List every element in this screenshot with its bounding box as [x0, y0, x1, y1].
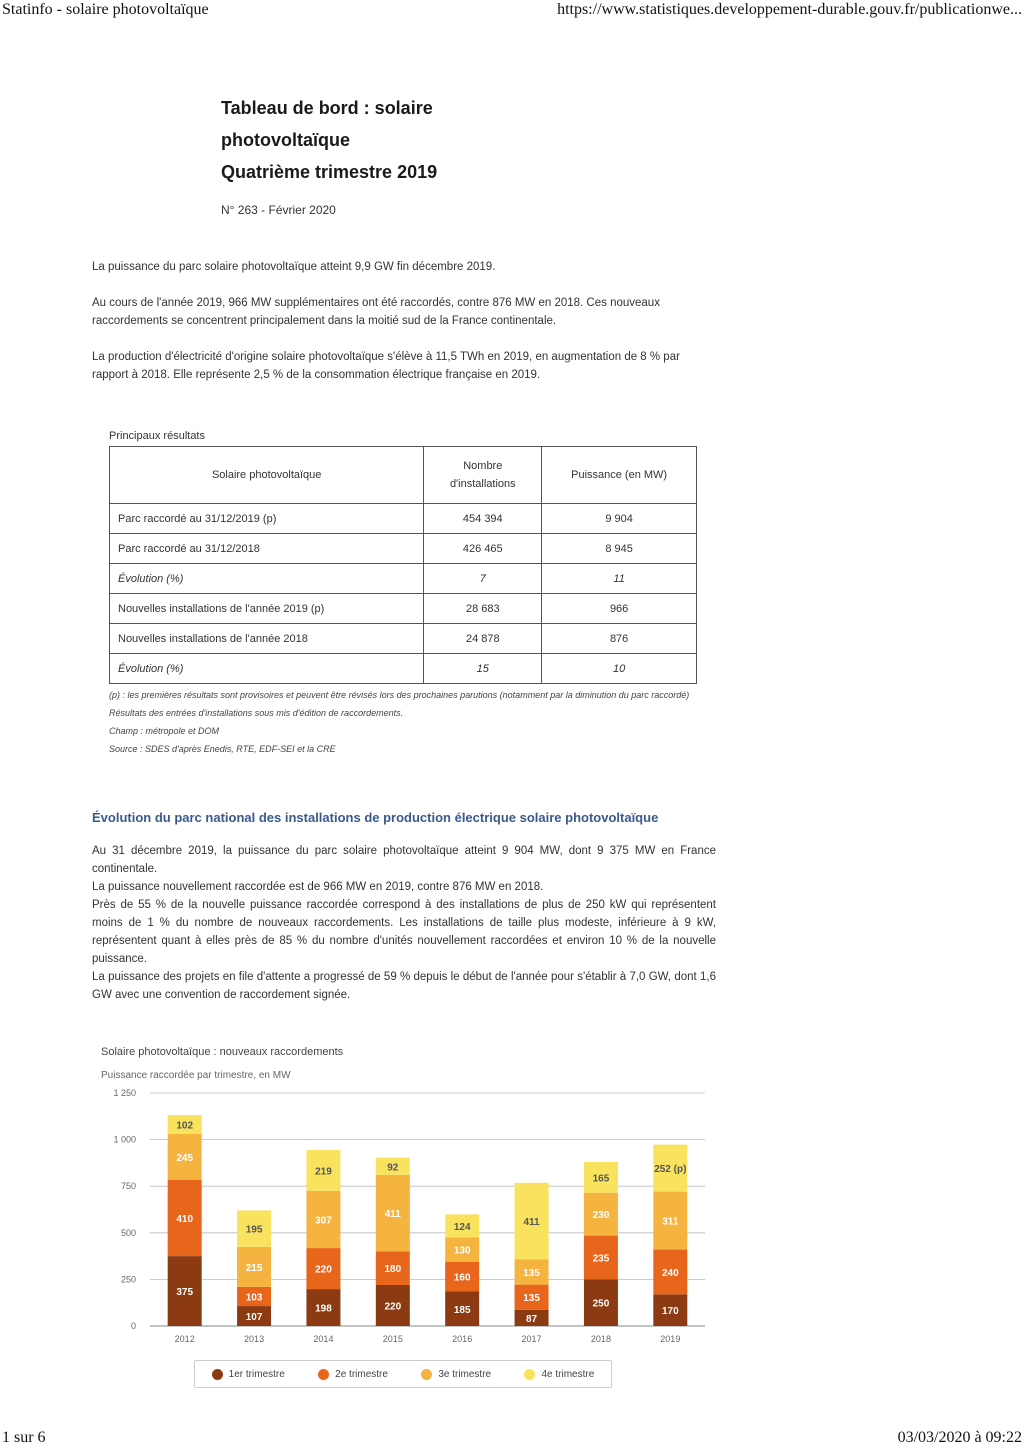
row-label: Évolution (%) [110, 564, 424, 594]
print-page-number: 1 sur 6 [2, 1429, 46, 1446]
intro-paragraph-2: Au cours de l'année 2019, 966 MW supplémentaires ont été raccordés, contre 876 MW en 2018. Ces nouveaux raccordements se concentrent principalement dans la moitié sud de la France continentale. [92, 297, 660, 327]
legend-swatch [318, 1369, 329, 1380]
issue-number: N° 263 - Février 2020 [221, 203, 336, 217]
x-tick-label: 2019 [660, 1334, 681, 1344]
y-tick-label: 250 [120, 1274, 136, 1285]
print-page-title: Statinfo - solaire photovoltaïque [2, 1, 209, 18]
data-label: 103 [245, 1292, 263, 1304]
chart-legend [194, 1360, 612, 1388]
row-power: 966 [542, 594, 697, 624]
data-label: 102 [176, 1120, 194, 1132]
x-tick-label: 2015 [382, 1334, 403, 1344]
data-label: 165 [592, 1173, 610, 1185]
x-tick-label: 2018 [590, 1334, 611, 1344]
legend-label: 4e trimestre [541, 1368, 595, 1380]
x-tick-label: 2017 [521, 1334, 542, 1344]
data-label: 135 [523, 1293, 540, 1305]
legend-swatch [524, 1369, 535, 1380]
x-tick-label: 2013 [244, 1334, 265, 1344]
legend-item [524, 1369, 594, 1380]
legend-label: 2e trimestre [335, 1368, 388, 1380]
data-label: 411 [523, 1217, 540, 1229]
data-label: 160 [453, 1272, 471, 1284]
intro-paragraph-1: La puissance du parc solaire photovoltaïque atteint 9,9 GW fin décembre 2019. [92, 261, 496, 273]
note-source: Source : SDES d'après Enedis, RTE, EDF-SEI et la CRE [109, 744, 336, 754]
data-label: 107 [245, 1312, 263, 1324]
row-label: Nouvelles installations de l'année 2019 (p) [110, 594, 424, 624]
row-label: Nouvelles installations de l'année 2018 [110, 624, 424, 654]
y-tick-label: 1 250 [113, 1088, 136, 1098]
table-caption: Principaux résultats [109, 430, 205, 442]
header-power: Puissance (en MW) [542, 447, 697, 504]
data-label: 170 [661, 1306, 679, 1318]
data-label: 135 [523, 1268, 540, 1280]
section-paragraph: Près de 55 % de la nouvelle puissance raccordée correspond à des installations de plus de 250 kW qui représentent moins de 1 % du nombre de nouveaux raccordements. Les installations de taille plus modeste, inférieure à 9 kW, représentent quant à elles près de 85 % du nombre d'unités nouvellement raccordées et environ 10 % de la nouvelle puissance. [92, 899, 716, 965]
x-tick-label: 2014 [313, 1334, 334, 1344]
data-label: 375 [176, 1287, 194, 1299]
y-tick-label: 1 000 [113, 1134, 136, 1145]
title-line-1: Tableau de bord : solaire [221, 98, 433, 118]
data-label: 411 [384, 1209, 401, 1221]
row-label: Évolution (%) [110, 654, 424, 684]
note-entries: Résultats des entrées d'installations sous mis d'édition de raccordements. [109, 708, 404, 718]
chart-title: Solaire photovoltaïque : nouveaux raccordements [101, 1046, 344, 1058]
data-label: 410 [176, 1213, 194, 1225]
data-label: 250 [592, 1298, 610, 1310]
row-power: 876 [542, 624, 697, 654]
note-provisional: (p) : les premières résultats sont provisoires et peuvent être révisés lors des prochaines parutions (notamment par la diminution du parc raccordé) [109, 690, 690, 700]
data-label: 245 [176, 1152, 194, 1164]
data-label: 240 [661, 1267, 679, 1279]
header-count: Nombre d'installations [424, 447, 542, 504]
legend-item [212, 1369, 285, 1380]
data-label: 311 [662, 1216, 679, 1228]
print-datetime: 03/03/2020 à 09:22 [897, 1429, 1022, 1446]
title-line-2: photovoltaïque [221, 130, 350, 150]
section-paragraph: La puissance nouvellement raccordée est de 966 MW en 2019, contre 876 MW en 2018. [92, 881, 544, 893]
legend-swatch [421, 1369, 432, 1380]
header-solar: Solaire photovoltaïque [110, 447, 424, 504]
data-label: 307 [315, 1215, 332, 1227]
title-line-3: Quatrième trimestre 2019 [221, 162, 438, 182]
row-power: 11 [542, 564, 697, 594]
note-scope: Champ : métropole et DOM [109, 726, 220, 736]
row-count: 24 878 [424, 624, 542, 654]
row-power: 10 [542, 654, 697, 684]
data-label: 235 [592, 1253, 610, 1265]
data-label: 180 [384, 1264, 402, 1276]
section-paragraph: Au 31 décembre 2019, la puissance du parc solaire photovoltaïque atteint 9 904 MW, dont 9 375 MW en France continentale. [92, 845, 716, 875]
row-count: 15 [424, 654, 542, 684]
data-label: 252 (p) [654, 1164, 687, 1176]
legend-swatch [212, 1369, 223, 1380]
legend-item [421, 1369, 491, 1380]
row-power: 9 904 [542, 504, 697, 534]
data-label: 92 [387, 1162, 399, 1174]
row-count: 28 683 [424, 594, 542, 624]
data-label: 130 [453, 1245, 471, 1257]
data-label: 219 [315, 1166, 332, 1178]
data-label: 230 [592, 1210, 610, 1222]
x-tick-label: 2012 [174, 1334, 195, 1344]
section-title: Évolution du parc national des installations de production électrique solaire photovoltaïque [92, 810, 659, 825]
row-label: Parc raccordé au 31/12/2019 (p) [110, 504, 424, 534]
print-footer [0, 1428, 1024, 1448]
chart-subtitle: Puissance raccordée par trimestre, en MW [101, 1070, 291, 1081]
y-tick-label: 500 [120, 1227, 136, 1238]
data-label: 198 [315, 1303, 332, 1315]
legend-item [318, 1369, 388, 1380]
data-label: 215 [245, 1262, 263, 1274]
data-label: 220 [384, 1301, 402, 1313]
row-power: 8 945 [542, 534, 697, 564]
print-url[interactable]: https://www.statistiques.developpement-durable.gouv.fr/publicationwe... [557, 1, 1022, 18]
row-count: 426 465 [424, 534, 542, 564]
legend-label: 3e trimestre [438, 1368, 492, 1380]
data-label: 124 [453, 1221, 471, 1233]
data-label: 220 [315, 1264, 332, 1276]
row-label: Parc raccordé au 31/12/2018 [110, 534, 424, 564]
y-tick-label: 0 [130, 1321, 136, 1331]
section-paragraph: La puissance des projets en file d'attente a progressé de 59 % depuis le début de l'année pour s'établir à 7,0 GW, dont 1,6 GW avec une convention de raccordement signée. [92, 971, 716, 1001]
legend-label: 1er trimestre [228, 1368, 285, 1380]
x-tick-label: 2016 [452, 1334, 473, 1344]
row-count: 7 [424, 564, 542, 594]
y-tick-label: 750 [120, 1181, 136, 1192]
data-label: 87 [526, 1313, 538, 1325]
intro-paragraph-3: La production d'électricité d'origine solaire photovoltaïque s'élève à 11,5 TWh en 2019, en augmentation de 8 % par rapport à 2018. Elle représente 2,5 % de la consommation électrique française en 2019. [92, 351, 680, 381]
data-label: 195 [245, 1224, 263, 1236]
data-label: 185 [453, 1304, 471, 1316]
row-count: 454 394 [424, 504, 542, 534]
